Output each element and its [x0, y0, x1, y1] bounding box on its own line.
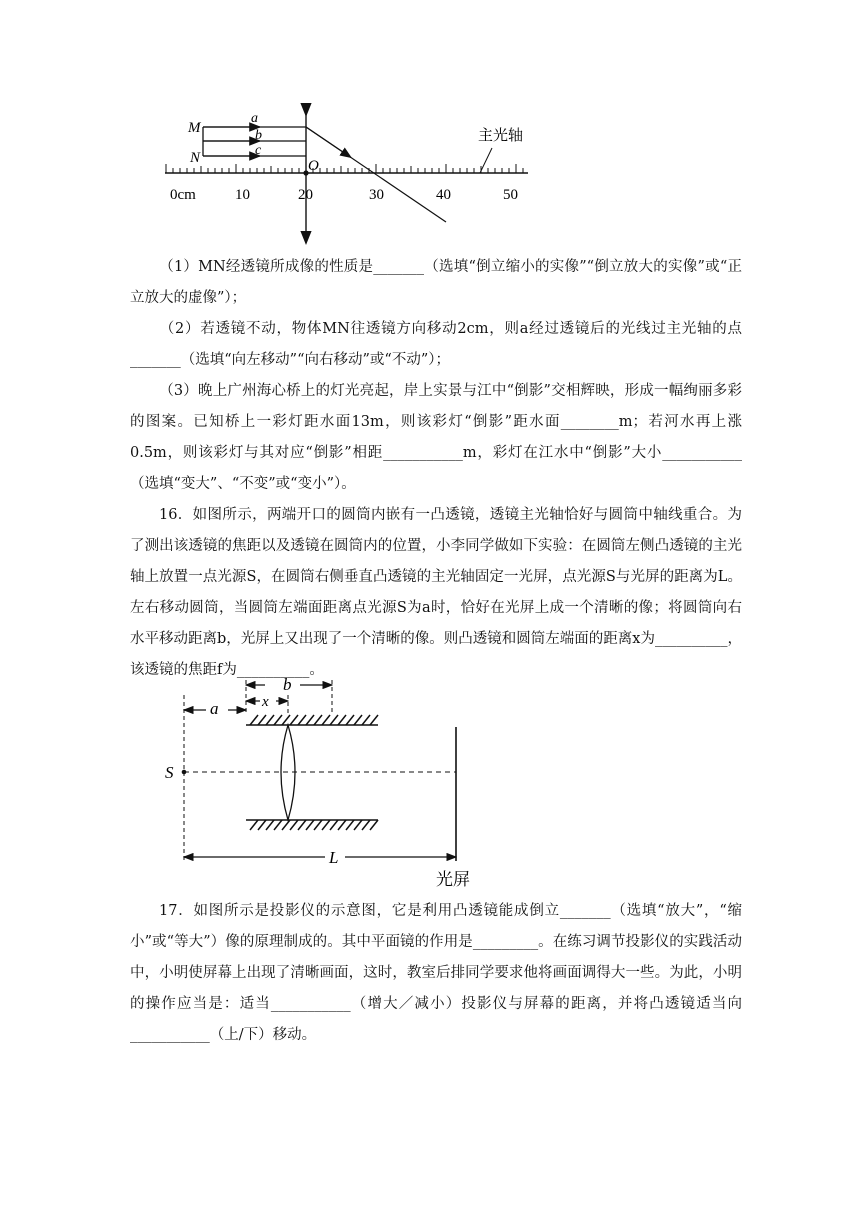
label-a: a: [210, 699, 219, 718]
hatch-mark: [362, 820, 370, 830]
q15-part3: （3）晚上广州海心桥上的灯光亮起，岸上实景与江中“倒影”交相辉映，形成一幅绚丽多彩的图案。已知桥上一彩灯距水面13m，则该彩灯“倒影”距水面________m；若河水再上涨0.5m，则该彩灯与其对应“倒影”相距___________m，彩灯在江水中“倒影”大小___________（选填“变大”、“不变”或“变小”）。: [130, 383, 742, 492]
hatch-mark: [282, 715, 290, 725]
hatch-mark: [306, 715, 314, 725]
label-x: x: [262, 694, 269, 710]
hatch-mark: [250, 820, 258, 830]
hatch-mark: [282, 820, 290, 830]
label-s: S: [165, 763, 174, 782]
axis-label-leader: [480, 148, 492, 173]
hatch-mark: [274, 715, 282, 725]
q15-part2: （2）若透镜不动，物体MN往透镜方向移动2cm，则a经过透镜后的光线过主光轴的点_______（选填“向左移动”“向右移动”或“不动”）；: [130, 321, 742, 368]
label-o: O: [308, 158, 319, 174]
label-n: N: [190, 150, 201, 166]
label-ray-b: b: [255, 128, 262, 143]
tick-label-40: 40: [436, 187, 451, 203]
lens-ray-diagram: [150, 100, 550, 245]
hatch-mark: [266, 820, 274, 830]
hatch-mark: [266, 715, 274, 725]
label-b: b: [283, 675, 292, 694]
hatch-mark: [314, 715, 322, 725]
tick-label-0: 0cm: [170, 187, 196, 203]
hatch-mark: [354, 820, 362, 830]
label-ray-c: c: [255, 143, 262, 158]
point-source-s: [182, 770, 187, 775]
hatch-mark: [362, 715, 370, 725]
tick-label-50: 50: [503, 187, 518, 203]
ruler-ticks: [166, 164, 523, 173]
label-m: M: [188, 120, 201, 136]
hatch-mark: [250, 715, 258, 725]
q16-text: 16．如图所示，两端开口的圆筒内嵌有一凸透镜，透镜主光轴恰好与圆筒中轴线重合。为了测出该透镜的焦距以及透镜在圆筒内的位置，小李同学做如下实验：在圆筒左侧凸透镜的主光轴上放置一点光源S，在圆筒右侧垂直凸透镜的主光轴固定一光屏，点光源S与光屏的距离为L。左右移动圆筒，当圆筒左端面距离点光源S为a时，恰好在光屏上成一个清晰的像；将圆筒向右水平移动距离b，光屏上又出现了一个清晰的像。则凸透镜和圆筒左端面的距离x为__________，该透镜的焦距f为__________。: [130, 507, 742, 678]
q15-part1: （1）MN经透镜所成像的性质是_______（选填“倒立缩小的实像”“倒立放大的实像”或“正立放大的虚像”）；: [130, 259, 742, 306]
label-ray-a: a: [251, 111, 258, 126]
hatch-mark: [290, 820, 298, 830]
hatch-mark: [346, 715, 354, 725]
label-l: L: [329, 848, 339, 867]
hatch-mark: [346, 820, 354, 830]
hatch-mark: [370, 820, 378, 830]
tube-lens-diagram: [160, 665, 500, 895]
hatch-mark: [290, 715, 298, 725]
label-screen: 光屏: [436, 870, 470, 889]
q17-text: 17．如图所示是投影仪的示意图，它是利用凸透镜能成倒立_______（选填“放大”，“缩小”或“等大”）像的原理制成的。其中平面镜的作用是_________。在练习调节投影仪的实践活动中，小明使屏幕上出现了清晰画面，这时，教室后排同学要求他将画面调得大一些。为此，小明的操作应当是：适当___________（增大／减小）投影仪与屏幕的距离，并将凸透镜适当向___________（上/下）移动。: [130, 903, 742, 1043]
tick-label-30: 30: [369, 187, 384, 203]
hatch-mark: [370, 715, 378, 725]
hatch-mark: [322, 715, 330, 725]
hatch-mark: [354, 715, 362, 725]
hatch-mark: [330, 820, 338, 830]
tick-label-20: 20: [298, 187, 313, 203]
hatch-mark: [298, 820, 306, 830]
tick-label-10: 10: [235, 187, 250, 203]
hatch-mark: [338, 715, 346, 725]
hatch-mark: [338, 820, 346, 830]
hatch-mark: [330, 715, 338, 725]
hatch-mark: [306, 820, 314, 830]
hatch-mark: [274, 820, 282, 830]
hatch-mark: [258, 820, 266, 830]
hatch-mark: [322, 820, 330, 830]
hatch-mark: [258, 715, 266, 725]
hatch-mark: [298, 715, 306, 725]
axis-label: 主光轴: [478, 128, 524, 144]
hatch-mark: [314, 820, 322, 830]
